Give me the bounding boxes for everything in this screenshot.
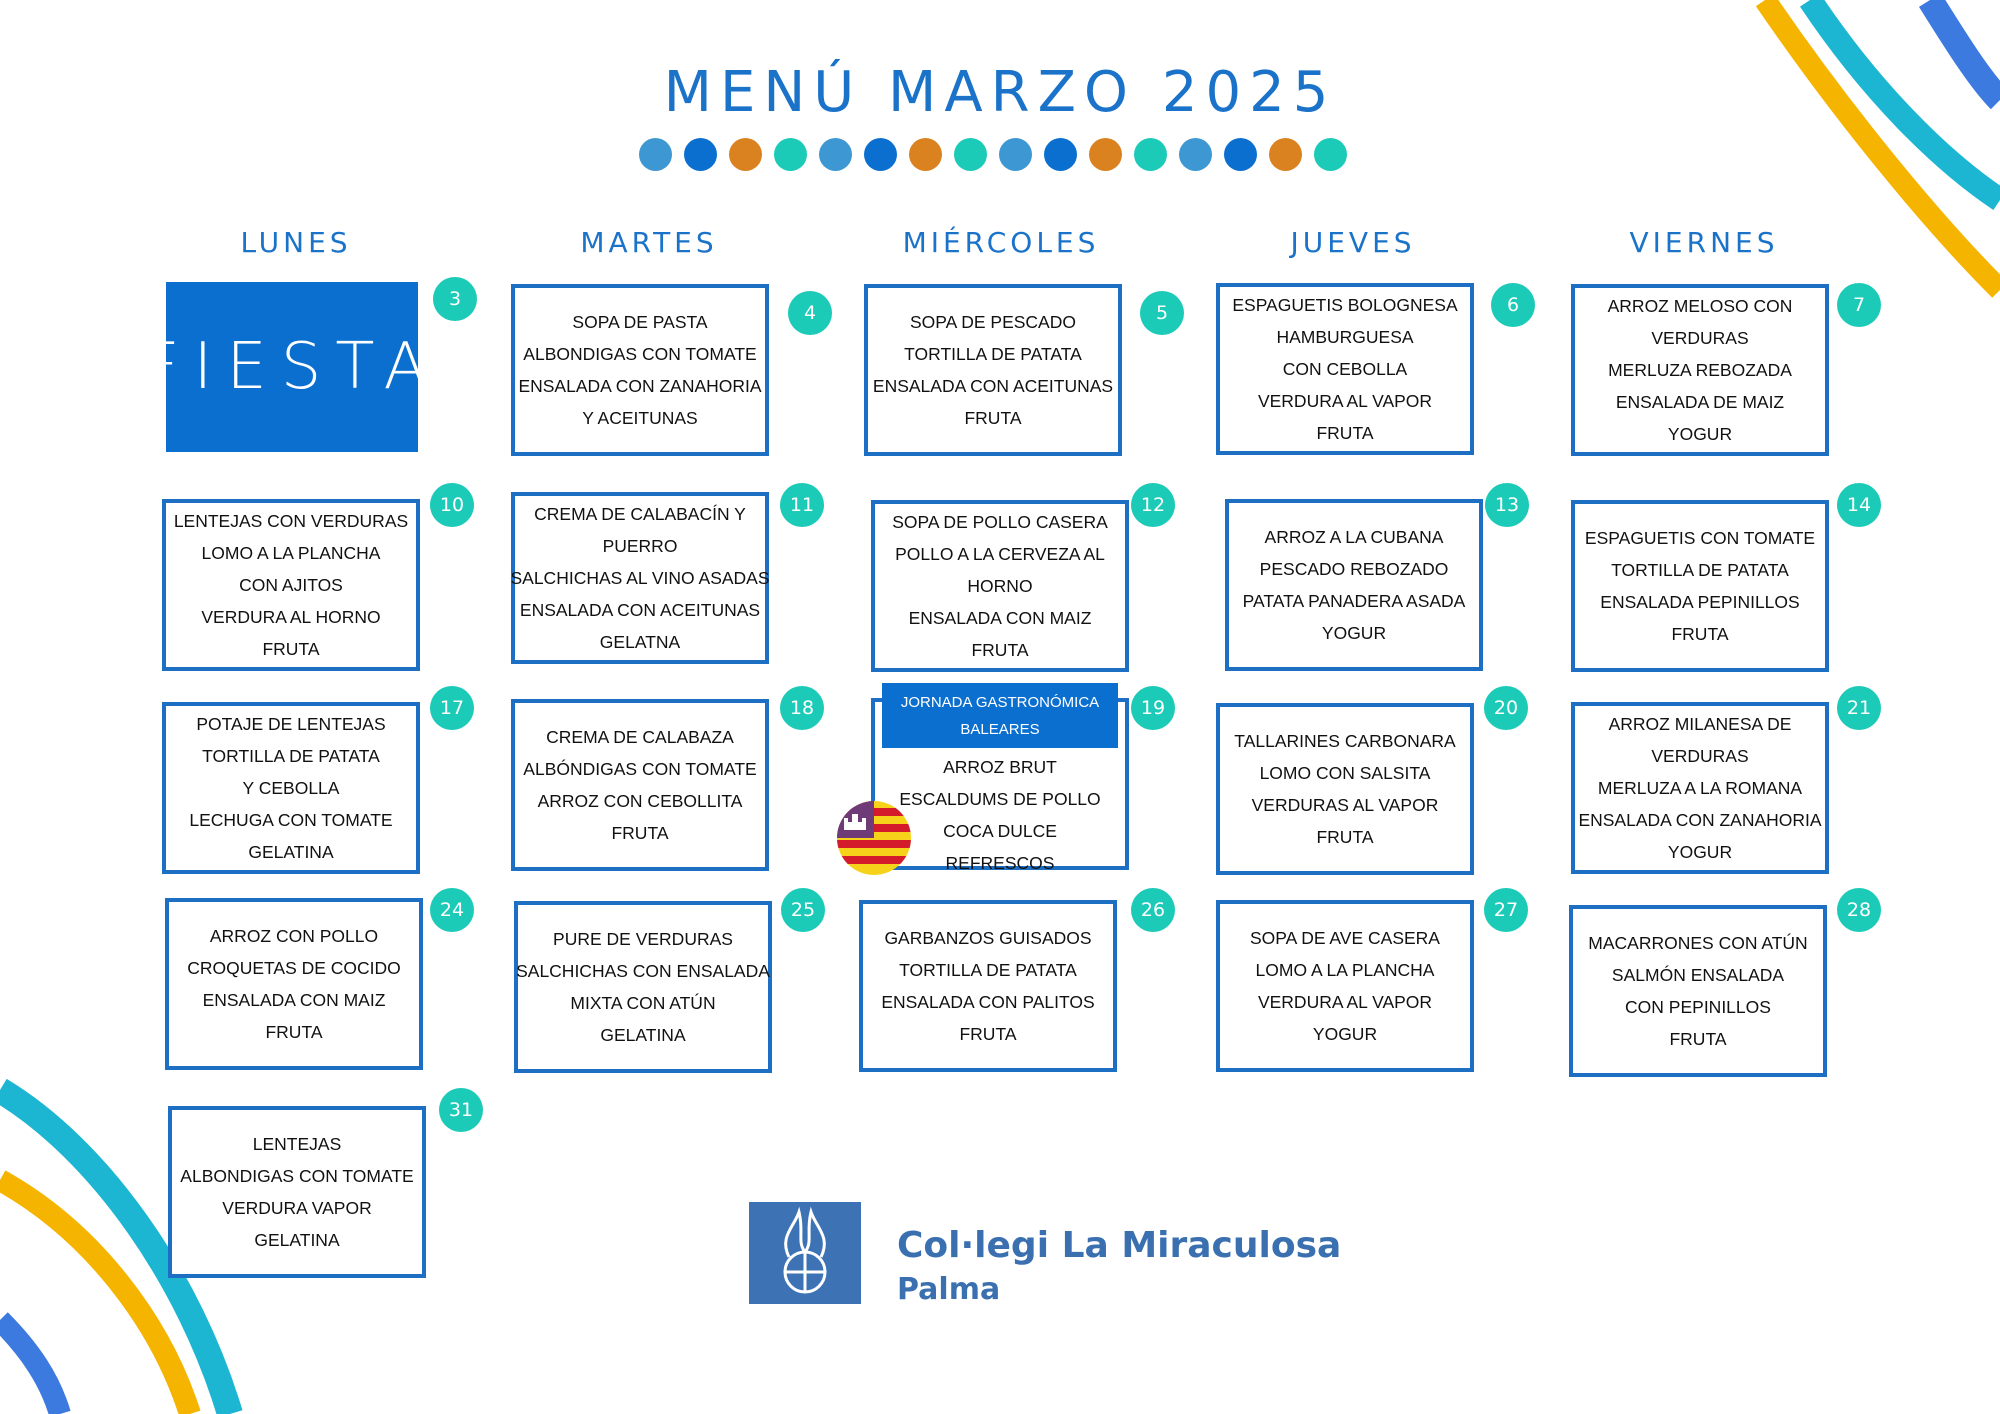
menu-dish: CREMA DE CALABAZA	[546, 727, 734, 747]
dot	[999, 138, 1032, 171]
day-number-badge: 21	[1837, 686, 1881, 730]
menu-dish: FRUTA	[971, 640, 1029, 660]
menu-dish: SOPA DE PASTA	[572, 312, 708, 332]
menu-dish: TORTILLA DE PATATA	[202, 746, 380, 766]
menu-dish: CON AJITOS	[239, 575, 343, 595]
menu-dish: REFRESCOS	[945, 853, 1055, 873]
menu-dish: ENSALADA DE MAIZ	[1615, 392, 1785, 412]
menu-card-day-28	[1569, 905, 1827, 1077]
dot	[1314, 138, 1347, 171]
dot	[729, 138, 762, 171]
school-city: Palma	[897, 1272, 1001, 1307]
menu-dish: HORNO	[967, 576, 1033, 596]
menu-card-day-11	[511, 492, 769, 664]
page-title: MENÚ MARZO 2025	[663, 60, 1337, 125]
dot	[1224, 138, 1257, 171]
menu-dish: ENSALADA PEPINILLOS	[1600, 592, 1800, 612]
menu-dish: ENSALADA CON ZANAHORIA	[518, 376, 762, 396]
menu-dish: TORTILLA DE PATATA	[899, 960, 1077, 980]
menu-dish: CREMA DE CALABACÍN Y	[534, 504, 746, 524]
dot	[1089, 138, 1122, 171]
menu-card-day-7	[1571, 284, 1829, 456]
menu-dish: PUERRO	[602, 536, 678, 556]
day-number-badge: 25	[781, 888, 825, 932]
weekday-wednesday: MIÉRCOLES	[902, 226, 1100, 259]
dot	[819, 138, 852, 171]
day-number-badge: 31	[439, 1088, 483, 1132]
menu-dish: Y ACEITUNAS	[582, 408, 698, 428]
menu-dish: YOGUR	[1667, 842, 1733, 862]
menu-card-day-21	[1571, 702, 1829, 874]
menu-dish: ARROZ MELOSO CON	[1607, 296, 1793, 316]
menu-dish: LOMO CON SALSITA	[1259, 763, 1431, 783]
menu-dish: FRUTA	[1316, 827, 1374, 847]
menu-card-day-6	[1216, 283, 1474, 455]
dot	[1269, 138, 1302, 171]
menu-dish: SALCHICHAS AL VINO ASADAS	[510, 568, 770, 588]
menu-dish: GELATINA	[600, 1025, 686, 1045]
banner-line: JORNADA GASTRONÓMICA	[900, 693, 1100, 711]
menu-card-day-14	[1571, 500, 1829, 672]
day-number-badge: 28	[1837, 888, 1881, 932]
menu-dish: TORTILLA DE PATATA	[904, 344, 1082, 364]
menu-dish: ALBÓNDIGAS CON TOMATE	[523, 759, 757, 779]
menu-dish: ESCALDUMS DE POLLO	[899, 789, 1101, 809]
special-event-banner	[882, 683, 1118, 748]
menu-dish: ENSALADA CON ZANAHORIA	[1578, 810, 1822, 830]
day-number-badge: 19	[1131, 686, 1175, 730]
menu-card-day-26	[859, 900, 1117, 1072]
menu-dish: PATATA PANADERA ASADA	[1242, 591, 1466, 611]
menu-dish: SOPA DE POLLO CASERA	[892, 512, 1108, 532]
weekday-friday: VIERNES	[1629, 226, 1779, 259]
school-crest-icon	[749, 1202, 861, 1304]
dot	[909, 138, 942, 171]
menu-dish: ARROZ CON CEBOLLITA	[537, 791, 743, 811]
menu-dish: SOPA DE AVE CASERA	[1250, 928, 1440, 948]
day-number-badge: 12	[1131, 483, 1175, 527]
menu-dish: CON CEBOLLA	[1282, 359, 1408, 379]
dot	[639, 138, 672, 171]
menu-dish: ARROZ BRUT	[943, 757, 1057, 777]
menu-dish: GELATNA	[599, 632, 681, 652]
menu-dish: PESCADO REBOZADO	[1259, 559, 1449, 579]
menu-card-day-31	[168, 1106, 426, 1278]
menu-card-day-13	[1225, 499, 1483, 671]
day-number-badge: 18	[780, 686, 824, 730]
menu-dish: FRUTA	[1316, 423, 1374, 443]
menu-card-day-24	[165, 898, 423, 1070]
day-number-badge: 27	[1484, 888, 1528, 932]
menu-dish: FRUTA	[265, 1022, 323, 1042]
menu-dish: COCA DULCE	[943, 821, 1057, 841]
menu-dish: LENTEJAS CON VERDURAS	[173, 511, 409, 531]
dot	[954, 138, 987, 171]
menu-dish: ALBONDIGAS CON TOMATE	[180, 1166, 414, 1186]
menu-dish: MERLUZA A LA ROMANA	[1597, 778, 1803, 798]
menu-dish: LOMO A LA PLANCHA	[1255, 960, 1435, 980]
menu-dish: VERDURA AL VAPOR	[1257, 391, 1433, 411]
menu-dish: FRUTA	[964, 408, 1022, 428]
dot	[774, 138, 807, 171]
menu-dish: ARROZ MILANESA DE	[1608, 714, 1792, 734]
menu-dish: VERDURA VAPOR	[222, 1198, 372, 1218]
menu-dish: ENSALADA CON ACEITUNAS	[519, 600, 761, 620]
menu-dish: FRUTA	[262, 639, 320, 659]
menu-card-day-12	[871, 500, 1129, 672]
menu-dish: GARBANZOS GUISADOS	[884, 928, 1092, 948]
menu-dish: VERDURAS AL VAPOR	[1251, 795, 1439, 815]
day-number-badge: 4	[788, 291, 832, 335]
balearic-flag-icon	[836, 800, 912, 876]
dot	[864, 138, 897, 171]
menu-dish: SALMÓN ENSALADA	[1611, 965, 1785, 985]
menu-dish: ENSALADA CON MAIZ	[202, 990, 386, 1010]
menu-dish: Y CEBOLLA	[242, 778, 340, 798]
menu-dish: MIXTA CON ATÚN	[570, 993, 716, 1013]
weekday-monday: LUNES	[240, 226, 352, 259]
day-number-badge: 26	[1131, 888, 1175, 932]
menu-dish: ENSALADA CON MAIZ	[908, 608, 1092, 628]
banner-line: BALEARES	[960, 720, 1040, 738]
weekday-thursday: JUEVES	[1290, 226, 1416, 259]
menu-dish: ALBONDIGAS CON TOMATE	[523, 344, 757, 364]
menu-dish: ENSALADA CON ACEITUNAS	[872, 376, 1114, 396]
day-number-badge: 14	[1837, 483, 1881, 527]
menu-dish: GELATINA	[254, 1230, 340, 1250]
menu-dish: LENTEJAS	[252, 1134, 342, 1154]
menu-card-day-10	[162, 499, 420, 671]
menu-dish: FRUTA	[959, 1024, 1017, 1044]
day-number-badge: 7	[1837, 283, 1881, 327]
menu-dish: MACARRONES CON ATÚN	[1588, 933, 1808, 953]
menu-dish: ESPAGUETIS CON TOMATE	[1584, 528, 1816, 548]
menu-dish: VERDURAS	[1651, 328, 1749, 348]
menu-dish: VERDURA AL VAPOR	[1257, 992, 1433, 1012]
school-name: Col·legi La Miraculosa	[897, 1225, 1342, 1266]
dot	[684, 138, 717, 171]
day-number-badge: 3	[433, 277, 477, 321]
menu-dish: POTAJE DE LENTEJAS	[196, 714, 386, 734]
menu-dish: FRUTA	[1669, 1029, 1727, 1049]
menu-dish: LOMO A LA PLANCHA	[201, 543, 381, 563]
menu-card-day-25	[514, 901, 772, 1073]
menu-dish: SALCHICHAS CON ENSALADA	[516, 961, 770, 981]
menu-dish: ENSALADA CON PALITOS	[881, 992, 1095, 1012]
day-number-badge: 10	[430, 483, 474, 527]
menu-dish: TALLARINES CARBONARA	[1234, 731, 1456, 751]
menu-card-day-20	[1216, 703, 1474, 875]
menu-card-day-18	[511, 699, 769, 871]
menu-dish: HAMBURGUESA	[1276, 327, 1414, 347]
day-number-badge: 13	[1485, 483, 1529, 527]
day-number-badge: 24	[430, 888, 474, 932]
menu-dish: GELATINA	[248, 842, 334, 862]
day-number-badge: 11	[780, 483, 824, 527]
dot	[1044, 138, 1077, 171]
menu-dish: VERDURA AL HORNO	[201, 607, 381, 627]
menu-dish: ESPAGUETIS BOLOGNESA	[1232, 295, 1458, 315]
menu-dish: LECHUGA CON TOMATE	[189, 810, 393, 830]
menu-dish: CON PEPINILLOS	[1625, 997, 1771, 1017]
day-number-badge: 20	[1484, 686, 1528, 730]
menu-dish: YOGUR	[1312, 1024, 1378, 1044]
menu-dish: MERLUZA REBOZADA	[1608, 360, 1792, 380]
menu-dish: CROQUETAS DE COCIDO	[187, 958, 401, 978]
menu-dish: VERDURAS	[1651, 746, 1749, 766]
menu-card-day-4	[511, 284, 769, 456]
menu-dish: POLLO A LA CERVEZA AL	[895, 544, 1105, 564]
menu-dish: YOGUR	[1667, 424, 1733, 444]
menu-dish: ARROZ A LA CUBANA	[1264, 527, 1444, 547]
menu-dish: TORTILLA DE PATATA	[1611, 560, 1789, 580]
weekday-tuesday: MARTES	[580, 226, 718, 259]
dot	[1134, 138, 1167, 171]
day-number-badge: 5	[1140, 291, 1184, 335]
dot	[1179, 138, 1212, 171]
menu-dish: YOGUR	[1321, 623, 1387, 643]
menu-dish: ARROZ CON POLLO	[209, 926, 379, 946]
menu-card-day-5	[864, 284, 1122, 456]
holiday-fiesta: FIESTA	[166, 282, 418, 452]
day-number-badge: 6	[1491, 283, 1535, 327]
day-number-badge: 17	[430, 686, 474, 730]
menu-dish: PURE DE VERDURAS	[553, 929, 733, 949]
menu-dish: FRUTA	[1671, 624, 1729, 644]
menu-card-day-27	[1216, 900, 1474, 1072]
menu-card-day-17	[162, 702, 420, 874]
menu-dish: SOPA DE PESCADO	[910, 312, 1076, 332]
menu-dish: FRUTA	[611, 823, 669, 843]
